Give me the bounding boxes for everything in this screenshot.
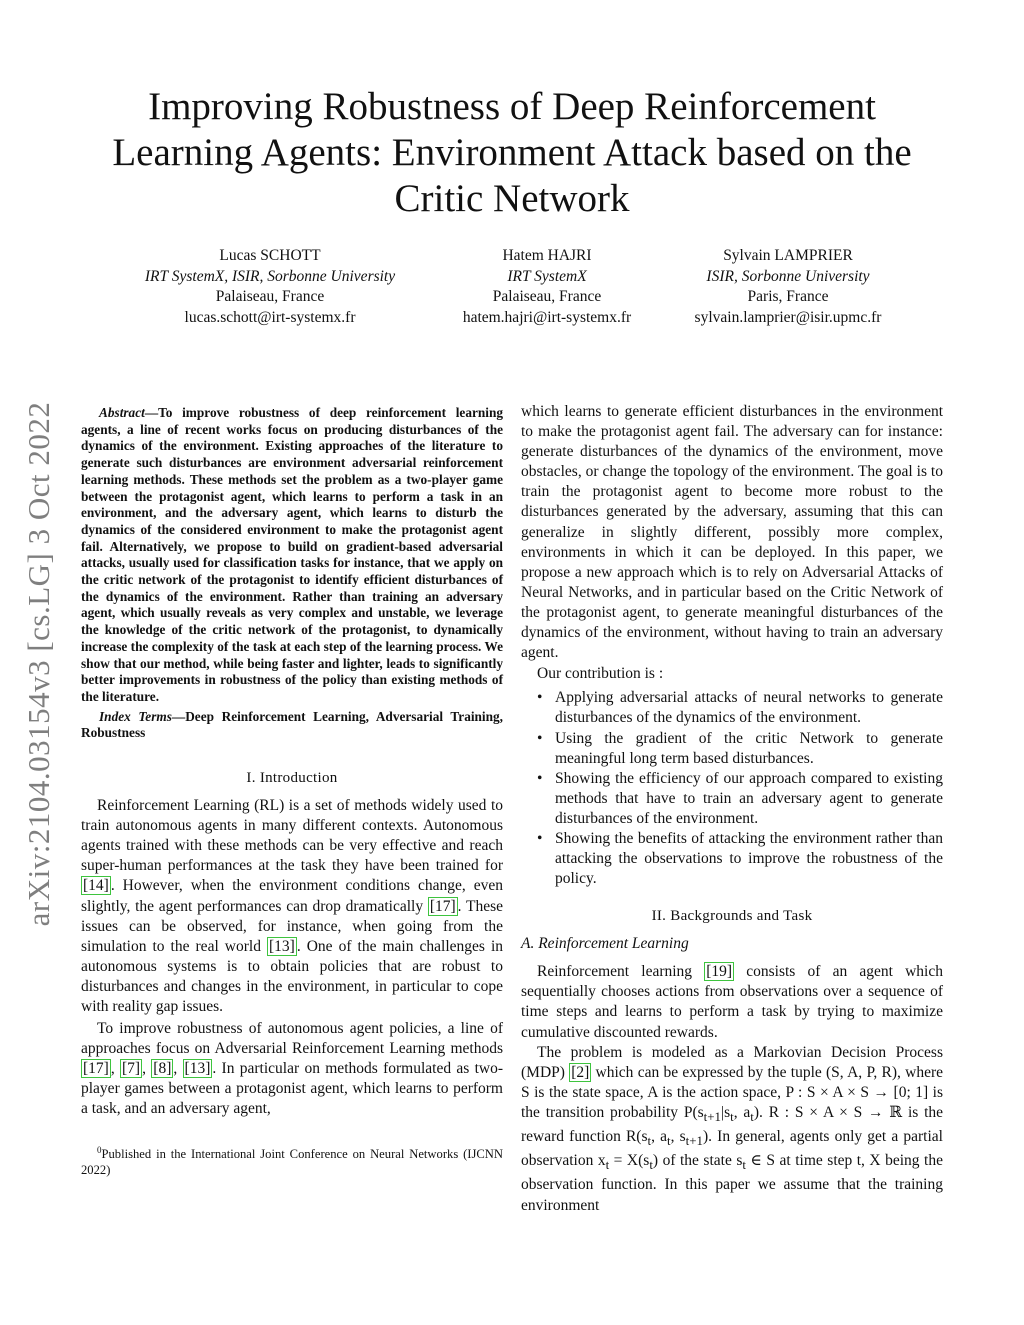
intro-paragraph-2: To improve robustness of autonomous agent policies, a line of approaches focus on Adversarial Reinforcement Learning methods [17] , [7] , [8] , [13] . In particular on methods formulated as two-player games between a protagonist agent, which learns to perform a task, and an adversary agent, [81,1020,504,1118]
arxiv-identifier: arXiv:2104.03154v3 [cs.LG] 3 Oct 2022 [21,401,56,927]
left-column [81,402,503,1178]
citation-link[interactable]: [13] [184,1060,211,1078]
citation-link[interactable]: [17] [83,1060,109,1078]
author-affiliation: ISIR, Sorbonne University [706,267,870,285]
author-affiliation: IRT SystemX, ISIR, Sorbonne University [144,267,396,285]
author-name: Sylvain LAMPRIER [723,247,853,264]
footnote [81,1142,503,1178]
citation-link[interactable]: [2] [571,1063,590,1081]
citation-link[interactable]: [19] [706,963,733,981]
list-item: • Using the gradient of the critic Network to generate meaningful long term based disturbances. [521,729,943,769]
index-terms-text: —Deep Reinforcement Learning, Adversarial Training, Robustness [81,708,503,741]
section-heading: I. Introduction [246,770,338,787]
list-item: • Applying adversarial attacks of neural networks to generate disturbances of the dynamics of the environment. [521,688,943,728]
list-item: • Showing the efficiency of our approach compared to existing methods that have to train an adversary agent to generate disturbances of the environment. [521,769,943,829]
author-name: Hatem HAJRI [502,247,592,264]
contribution-list [521,688,943,889]
abstract [81,405,503,706]
section-heading: II. Backgrounds and Task [651,908,813,925]
list-item: • Showing the benefits of attacking the environment rather than attacking the observations to improve the robustness of the policy. [521,829,943,889]
citation-link[interactable]: [14] [83,877,109,895]
rl-paragraph-2: The problem is modeled as a Markovian Decision Process (MDP) [2] which can be expressed by the tuple (S, A, P, R), where S is the state space, A is the action space, P : S × A × S → [0; 1] is the transition probability $P(s_{t+1}|s_t$, $a_t$). R : S × A × S → ℝ is the reward function $R(s_t$, $a_t$, $s_{t+1}$). In general, agents only get a partial observation $x_t = X(s_t)$ of the state $s_t$ ∈ S at time step t, X being the observation function. In this paper we assume that the training environment [521,1043,944,1214]
index-terms [81,709,503,742]
author-affiliation: IRT SystemX [507,267,587,285]
intro-paragraph-3: which learns to generate efficient disturbances in the environment to make the protagonist agent fail. The adversary can for instance: generate disturbances of the dynamics of the environment, move obstacles, or change the topology of the environment. The goal is to train the protagonist agent to become more robust to the disturbances generated by the adversary, assuming that this can generalize in slightly different, possibly more complex, environments in which it can be deployed. In this paper, we propose a new approach which is to rely on Adversarial Attacks of Neural Networks, and in particular based on the Critic Network of the protagonist agent, to generate meaningful disturbances of the dynamics of the environment, without having to train an adversary agent. [521,403,943,662]
author-location: Paris, France [747,288,829,305]
paper-title: Improving Robustness of Deep Reinforcement Learning Agents: Environment Attack based on the Critic Network [112,85,912,220]
right-column [521,402,943,1216]
intro-paragraph-1: Reinforcement Learning (RL) is a set of methods widely used to train autonomous agents in many different contexts. Autonomous agents trained with these methods can be very effective and reach super-human performances at the task they have been trained for [14] . However, when the environment conditions change, even slightly, the agent performances can drop dramatically [17] . These issues can be observed, for instance, when going from the simulation to the real world [13] . One of the main challenges in autonomous systems is to obtain policies that are robust to disturbances and changes in the environment, in particular to cope with reality gap issues. [81,797,503,1015]
citation-link[interactable]: [13] [268,937,295,955]
author-email[interactable]: lucas.schott@irt-systemx.fr [184,308,356,326]
citation-link[interactable]: [17] [429,897,456,915]
contribution-intro: Our contribution is : [537,665,664,683]
rl-paragraph-1: Reinforcement learning [19] consists of an agent which sequentially chooses actions from observations over a sequence of time steps and learns to perform a task by trying to maximize cumulative discounted rewards. [521,963,943,1041]
abstract-text: —To improve robustness of deep reinforcement learning agents, a line of recent works focus on producing disturbances of the dynamics of the environment. Existing approaches of the literature to generate such disturbances are environment adversarial reinforcement learning methods. These methods set the problem as a two-player game between the protagonist agent, which learns to perform a task in an environment, and the adversary agent, which learns to disturb the dynamics of the considered environment to make the protagonist agent fail. Alternatively, we propose to build on gradient-based adversarial attacks, usually used for classification tasks for instance, that we apply on the critic network of the protagonist to identify efficient disturbances of the dynamics of the environment. Rather than training an adversary agent, which usually reveals as very complex and unstable, we leverage the knowledge of the critic network of the protagonist, to dynamically increase the complexity of the task at each step of the learning process. We show that our method, while being faster and lighter, leads to significantly better improvements in robustness of the policy than existing methods of the literature. [81,405,503,704]
author-email[interactable]: hatem.hajri@irt-systemx.fr [462,308,632,326]
index-terms-label: Index Terms [99,708,172,724]
citation-link[interactable]: [7] [122,1060,141,1078]
footnote-text: Published in the International Joint Conference on Neural Networks (IJCNN 2022) [81,1146,503,1177]
citation-link[interactable]: [8] [153,1060,172,1078]
abstract-label: Abstract [99,405,145,420]
author-block [427,246,667,328]
author-block [668,246,908,328]
arxiv-sidebar [14,364,64,964]
author-location: Palaiseau, France [215,288,325,305]
author-block [120,246,420,328]
footnote-mark: 0 [97,1144,102,1155]
author-name: Lucas SCHOTT [219,247,321,264]
subsection-heading: A. Reinforcement Learning [521,935,689,953]
author-email[interactable]: sylvain.lamprier@isir.upmc.fr [694,308,882,326]
author-location: Palaiseau, France [492,288,602,305]
